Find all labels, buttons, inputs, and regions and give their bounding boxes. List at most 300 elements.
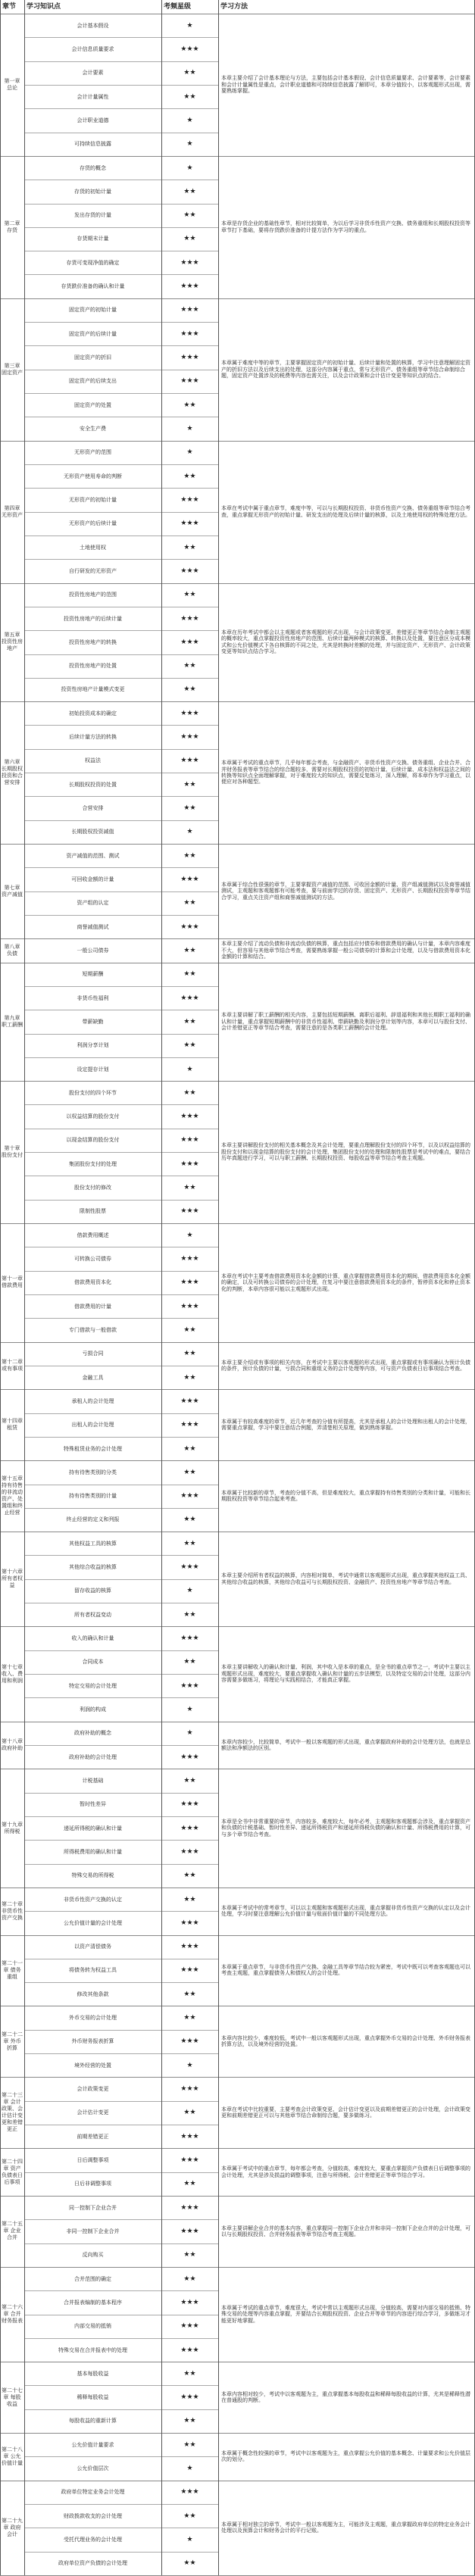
study-method: 本章属于重点章节，与非货币性资产交换、金融工具等章节结合较为紧密，考试中既可以考查客观题也可以考查主观题，重点掌握债务人和债权人的会计处理。 xyxy=(221,1964,470,1977)
chapter-title: 第二十六章 合并财务报表 xyxy=(2,2304,23,2325)
knowledge-point: 非同一控制下企业合并 xyxy=(66,2228,120,2234)
chapter-title: 第十七章 收入、费用和利润 xyxy=(2,1663,23,1684)
star-rating: ★★ xyxy=(183,851,196,860)
knowledge-point: 非货币性福利 xyxy=(77,994,109,1001)
row-divider xyxy=(24,2101,218,2102)
star-rating: ★★★ xyxy=(180,306,199,314)
knowledge-point: 政府补助的会计处理 xyxy=(69,1753,117,1760)
knowledge-point: 资产减值的范围、测试 xyxy=(66,852,120,859)
star-rating: ★★ xyxy=(183,235,196,243)
row-divider xyxy=(24,1413,218,1414)
study-method: 本章在历年考试中都会以主观题或者客观题的形式出现，与会计政策变更、差错更正等章节结合命制主观题的概率较大，重点掌握投资性房地产的范围、后续计量两种模式的核算、转换以及处置，要注意区分成本模式和公允价值模式下各自核算的不同之处，尤其是转换时差额的处理，并与固定资产、无形资产、会计政策变更等知识点结合学习。 xyxy=(221,629,470,655)
chapter-title: 第二十八章 公允价值计量 xyxy=(2,2446,23,2466)
knowledge-point: 外币交易的会计处理 xyxy=(69,2015,117,2022)
star-rating: ★★★ xyxy=(180,377,199,386)
row-divider xyxy=(24,1579,218,1580)
knowledge-point: 会计信息质量要求 xyxy=(71,45,114,52)
star-rating: ★★★ xyxy=(180,1681,199,1690)
knowledge-point: 日后调整事项 xyxy=(77,2156,109,2163)
chapter-title: 第十九章 所得税 xyxy=(2,1821,23,1834)
row-divider xyxy=(24,2385,218,2386)
study-method: 本章属于概念性较强的章节，考试中以客观题为主，重点掌握公允价值的基本概念、计量要求和公允价值层次的划分。 xyxy=(221,2450,470,2463)
knowledge-point: 一般公司债券 xyxy=(77,947,109,954)
star-rating: ★★★ xyxy=(180,354,199,362)
row-divider xyxy=(24,227,218,228)
star-rating: ★ xyxy=(186,1706,193,1713)
star-rating: ★★★ xyxy=(180,1800,199,1809)
star-rating: ★★ xyxy=(183,1895,196,1903)
chapter-title: 第二十章 非货币性资产交换 xyxy=(2,1900,23,1921)
knowledge-point: 存货的初始计量 xyxy=(74,188,111,195)
knowledge-point: 存货的概念 xyxy=(80,164,106,171)
star-rating: ★★ xyxy=(183,543,196,551)
study-method: 本章内容相对较少，考试中以客观题为主，重点掌握基本每股收益和稀释每股收益的计算，尤其是稀释性潜在普通股的判断。 xyxy=(221,2390,470,2404)
row-divider xyxy=(24,1911,218,1912)
row-divider xyxy=(24,1508,218,1509)
knowledge-point: 后续计量方法的转换 xyxy=(69,734,117,741)
knowledge-point: 会计要素 xyxy=(82,70,104,76)
knowledge-point: 前期差错更正 xyxy=(77,2133,109,2140)
star-rating: ★★★ xyxy=(180,1492,199,1500)
study-method: 本章主要介绍了会计基本理论与方法，主要包括会计基本假设、会计信息质量要求、会计要素等，会计要素和会计计量属性是重点，会计职业道德和可持续信息披露了解即可，本章分值较小，以客观题形式出现，需要熟练掌握。 xyxy=(221,75,470,95)
star-rating: ★ xyxy=(186,1065,193,1073)
study-method: 本章主要介绍或有事项的相关内容，在考试中主要以客观题的形式出现，重点掌握或有事项确认为预计负债的条件，预计负债的计量，亏损合同和重组义务的会计处理等内容，可与资产负债表日后事项结合考查。 xyxy=(221,1359,470,1372)
star-rating: ★★★ xyxy=(180,1943,199,1951)
knowledge-point: 财政拨款收支的会计处理 xyxy=(64,2512,122,2519)
knowledge-point: 借款费用的计量 xyxy=(74,1303,111,1310)
star-rating: ★★★ xyxy=(180,2298,199,2306)
knowledge-point: 无形资产的范围 xyxy=(74,449,111,456)
row-divider xyxy=(24,820,218,821)
column-line xyxy=(24,0,25,2575)
knowledge-point: 存货可变现净值的确定 xyxy=(66,259,120,266)
star-rating: ★★★ xyxy=(180,1207,199,1216)
study-method: 本章主要介绍所有者权益的核算，内容相对简单，考试中通常以客观题形式出现，重点掌握其他权益工具、其他综合收益的核算，其他综合收益可与长期股权投资、金融资产、投资性房地产等章节结合考查。 xyxy=(221,1572,470,1585)
star-rating: ★★ xyxy=(183,2180,196,2188)
star-rating: ★★★ xyxy=(180,1847,199,1856)
row-divider xyxy=(24,1864,218,1865)
row-divider xyxy=(24,1840,218,1841)
knowledge-point: 带薪缺勤 xyxy=(82,1018,104,1025)
star-rating: ★★★ xyxy=(180,733,199,742)
knowledge-point: 特殊租赁业务的会计处理 xyxy=(64,1445,122,1452)
study-method: 本章主要讲解收入的确认和计量、利润，其中收入是本章的重点，是全书的重点章节之一，考试中主要以主观题形式出现，难度较大，要重点掌握收入确认和计量的五步法模型，以及特定交易的会计处理，这部分内容需要多做练习，将理论与实践相结合，才能真正掌握。 xyxy=(221,1664,470,1684)
row-divider xyxy=(24,678,218,679)
star-rating: ★★ xyxy=(183,1444,196,1453)
study-method: 本章在考试中主要考查借款费用资本化金额的计算，重点掌握借款费用资本化的期间、借款费用资本化金额的确定，以及可转换公司债券的会计处理，在复习中要注意借款费用资本化的条件，暂停资本化和停止资本化的判断，本章内容很可能以主观题形式出现。 xyxy=(221,1272,470,1292)
column-line xyxy=(218,0,219,2575)
star-rating: ★★★ xyxy=(180,258,199,267)
star-rating: ★★★ xyxy=(180,614,199,623)
chapter-title: 第十五章 持有待售的非流动资产、处置组和终止经营 xyxy=(2,1475,23,1516)
row-divider xyxy=(24,2504,218,2505)
star-rating: ★★ xyxy=(183,899,196,907)
chapter-title: 第二十四章 资产负债表日后事项 xyxy=(2,2158,23,2185)
star-rating: ★★★ xyxy=(180,567,199,575)
star-rating: ★★★ xyxy=(180,1136,199,1144)
star-rating: ★★ xyxy=(183,804,196,813)
star-rating: ★★ xyxy=(183,1325,196,1334)
row-divider xyxy=(24,2053,218,2054)
knowledge-point: 商誉减值测试 xyxy=(77,923,109,930)
knowledge-point: 投资性房地产的处置 xyxy=(69,663,117,670)
star-rating: ★★ xyxy=(183,1990,196,1998)
star-rating: ★★ xyxy=(183,2109,196,2117)
row-divider xyxy=(24,749,218,750)
chapter-title: 第五章 投资性房地产 xyxy=(2,632,23,652)
knowledge-point: 股份支付的修改 xyxy=(74,1185,111,1191)
knowledge-point: 受托代理业务的会计处理 xyxy=(64,2537,122,2543)
knowledge-point: 利润的构成 xyxy=(80,1706,106,1713)
knowledge-point: 终止经营的定义和列报 xyxy=(66,1516,120,1523)
star-rating: ★★★ xyxy=(180,329,199,338)
star-rating: ★★ xyxy=(183,2512,196,2520)
row-divider xyxy=(24,61,218,62)
star-rating: ★★★ xyxy=(180,2037,199,2046)
study-method: 本章属于考试的重点章节，难度很大，考试中常以主观题形式出现，分值较高，需要对内部交易的抵销、特殊交易的处理等内容重点掌握，并要结合长期股权投资、企业合并等章节的内容进行综合学习，多做练习才能更好地掌握。 xyxy=(221,2304,470,2324)
knowledge-point: 留存收益的核算 xyxy=(74,1588,111,1594)
star-rating: ★★★ xyxy=(180,1302,199,1310)
knowledge-point: 权益法 xyxy=(85,757,101,764)
star-rating: ★★★ xyxy=(180,923,199,931)
star-rating: ★★★ xyxy=(180,638,199,646)
knowledge-point: 资产组的认定 xyxy=(77,900,109,907)
knowledge-point: 暂时性差异 xyxy=(80,1801,106,1808)
row-divider xyxy=(24,2219,218,2220)
row-divider xyxy=(24,1793,218,1794)
knowledge-point: 政府单位特定业务会计处理 xyxy=(61,2489,125,2496)
knowledge-point: 利润分享计划 xyxy=(77,1042,109,1049)
row-divider xyxy=(24,1982,218,1983)
knowledge-point: 基本每股收益 xyxy=(77,2370,109,2377)
star-rating: ★★ xyxy=(183,970,196,979)
knowledge-point: 日后非调整事项 xyxy=(74,2181,111,2187)
star-rating: ★★ xyxy=(183,1184,196,1192)
knowledge-point: 投资性房地产计量模式变更 xyxy=(61,686,125,693)
knowledge-point: 递延所得税的确认和计量 xyxy=(64,1825,122,1831)
knowledge-point: 限制性股票 xyxy=(80,1208,106,1215)
row-divider xyxy=(24,2030,218,2031)
star-rating: ★★ xyxy=(183,780,196,788)
chapter-title: 第十二章 或有事项 xyxy=(2,1358,23,1372)
star-rating: ★★★ xyxy=(180,709,199,717)
star-rating: ★★★ xyxy=(180,283,199,291)
star-rating: ★★ xyxy=(183,1776,196,1784)
knowledge-point: 特定交易的会计处理 xyxy=(69,1682,117,1689)
knowledge-point: 特殊交易的所得税 xyxy=(71,1872,114,1879)
row-divider xyxy=(24,1057,218,1058)
star-rating: ★★★ xyxy=(180,1421,199,1429)
knowledge-point: 出租人的会计处理 xyxy=(71,1422,114,1429)
star-rating: ★ xyxy=(186,1231,193,1239)
row-divider xyxy=(24,986,218,987)
star-rating: ★★★ xyxy=(180,45,199,53)
row-divider xyxy=(24,1437,218,1438)
knowledge-point: 初始投资成本的确定 xyxy=(69,710,117,717)
star-rating: ★★ xyxy=(183,1539,196,1547)
chapter-title: 第二十九章 政府会计 xyxy=(2,2517,23,2537)
row-divider xyxy=(24,915,218,916)
study-method: 本章在考试中比较重要，主要考查会计政策变更、会计估计变更以及前期差错更正的会计处理，会计政策变更和前期差错更正可以与其他章节结合命制综合题，要多做练习。 xyxy=(221,2106,470,2119)
row-divider xyxy=(24,725,218,726)
chapter-title: 第六章 长期股权投资和合营安排 xyxy=(2,759,23,786)
star-rating: ★★★ xyxy=(180,1113,199,1121)
knowledge-point: 设定提存计划 xyxy=(77,1066,109,1073)
study-method: 本章属于比较新的章节，考查的分值不高，但是难度较大，重点掌握持有待售类别的分类和计量，可能和长期股权投资等章节结合起来考查。 xyxy=(221,1489,470,1503)
row-divider xyxy=(24,274,218,275)
knowledge-point: 可持续信息披露 xyxy=(74,141,111,148)
star-rating: ★ xyxy=(186,140,193,148)
knowledge-point: 无形资产的初始计量 xyxy=(69,496,117,503)
star-rating: ★★★ xyxy=(180,1397,199,1405)
chapter-title: 第二十七章 每股收益 xyxy=(2,2387,23,2407)
knowledge-point: 政府单位资产负债的会计处理 xyxy=(58,2560,127,2567)
star-rating: ★★ xyxy=(183,662,196,670)
knowledge-point: 投资性房地产的后续计量 xyxy=(64,615,122,622)
row-divider xyxy=(24,867,218,868)
knowledge-point: 以现金结算的股份支付 xyxy=(66,1137,120,1144)
row-divider xyxy=(24,2409,218,2410)
column-line xyxy=(0,0,1,2575)
knowledge-point: 将债务转为权益工具 xyxy=(69,1967,117,1974)
row-divider xyxy=(24,654,218,655)
knowledge-point: 会计估计变更 xyxy=(77,2109,109,2116)
star-rating: ★★★ xyxy=(180,1279,199,1287)
study-method: 本章属于难度中等的章节，主要掌握固定资产的初始计量、后续计量和处置的核算，学习中注意理解固定资产的折旧方法以及后续支出的处理，这部分内容属于重点，常与无形资产、债务重组等章节结合命制综合题，固定资产处置涉及的税费等内容也需关注，以及会计政策和会计估计变更等知识点的结合。 xyxy=(221,360,470,379)
star-rating: ★★ xyxy=(183,1872,196,1880)
knowledge-point: 安全生产费 xyxy=(80,426,106,432)
knowledge-point: 合营安排 xyxy=(82,805,104,812)
star-rating: ★★★ xyxy=(180,495,199,504)
study-method: 本章主要讲解了职工薪酬的相关内容，主要包括短期薪酬、离职后福利、辞退福利和其他长期职工福利的确认和计量，重点掌握短期薪酬中的非货币性福利、带薪缺勤及利润分享计划等内容，本章可以与股份支付、会计差错更正等章节结合考查，需要注意的是各类职工薪酬的会计处理。 xyxy=(221,1012,470,1032)
star-rating: ★★ xyxy=(183,1350,196,1358)
star-rating: ★★ xyxy=(183,92,196,101)
knowledge-point: 投资性房地产的转换 xyxy=(69,639,117,645)
row-divider xyxy=(24,1318,218,1319)
knowledge-point: 公允价值计量要求 xyxy=(71,2441,114,2448)
star-rating: ★ xyxy=(186,828,193,836)
star-rating: ★★ xyxy=(183,2440,196,2449)
star-rating: ★★★ xyxy=(180,1824,199,1832)
star-rating: ★★★ xyxy=(180,2227,199,2235)
star-rating: ★★★ xyxy=(180,1966,199,1975)
knowledge-point: 稀释每股收益 xyxy=(77,2394,109,2401)
row-divider xyxy=(24,2456,218,2457)
knowledge-point: 长期股权投资的处置 xyxy=(69,781,117,788)
knowledge-point: 发出存货的计量 xyxy=(74,212,111,219)
knowledge-point: 修改其他条款 xyxy=(77,1991,109,1997)
row-divider xyxy=(24,512,218,513)
knowledge-point: 所得税费用的确认和计量 xyxy=(64,1848,122,1855)
study-method: 本章主要介绍了流动负债和非流动负债的核算，重点包括应付债券和借款费用的确认与计量，本章内容难度不大，但容易与其他章节结合考查，需要熟练掌握一般公司债券的计算和会计处理，以及与借款费用资本化金额的计算和结合。 xyxy=(221,941,470,960)
knowledge-point: 其他权益工具的核算 xyxy=(69,1540,117,1547)
knowledge-point: 借款费用概述 xyxy=(77,1232,109,1238)
row-divider xyxy=(24,1034,218,1035)
star-rating: ★★ xyxy=(183,1610,196,1619)
knowledge-point: 存货跌价准备的确认和计量 xyxy=(61,283,125,290)
knowledge-point: 政府补助的概念 xyxy=(74,1730,111,1737)
study-method: 本章属于考试中的重点章节，每年都会考查，分值较高，难度较大，要重点掌握资产负债表日后调整事项的会计处理，尤其是涉及损益的调整事项，注意与所得税、会计差错更正等章节结合学习。 xyxy=(221,2165,470,2178)
knowledge-point: 金融工具 xyxy=(82,1374,104,1381)
chapter-title: 第一章 总论 xyxy=(4,77,20,91)
study-method: 本章内容比较少，难度较低，考试中一般以客观题形式出现，重点掌握外币交易的会计处理、外币财务报表折算方法，以及境外经营的处置。 xyxy=(221,2035,470,2048)
knowledge-point: 无形资产使用寿命的判断 xyxy=(64,473,122,479)
row-divider xyxy=(24,488,218,489)
star-rating: ★★★ xyxy=(180,875,199,883)
study-method: 本章属于考试中的常考章节，可以以主观题和客观题形式出现，重点掌握非货币性资产交换的认定以及会计处理，学习时要注意理解公允价值计量与账面价值计量的不同处理方法。 xyxy=(221,1904,470,1918)
row-divider xyxy=(24,891,218,892)
row-divider xyxy=(24,204,218,205)
row-divider xyxy=(24,1650,218,1651)
row-divider xyxy=(24,1271,218,1272)
star-rating: ★★ xyxy=(183,1088,196,1097)
star-rating: ★★★ xyxy=(180,1255,199,1263)
star-rating: ★★★ xyxy=(180,994,199,1002)
star-rating: ★★ xyxy=(183,1658,196,1666)
star-rating: ★★ xyxy=(183,685,196,694)
header-chapter: 章节 xyxy=(2,3,17,11)
knowledge-point: 股份支付的四个环节 xyxy=(69,1089,117,1096)
study-method: 本章属于相对独立的章节，考试中一般以客观题为主，可能涉及主观题，重点掌握政府单位的特定业务会计处理以及预算会计和财务会计的平行记账。 xyxy=(221,2521,470,2534)
chapter-title: 第十一章 借款费用 xyxy=(2,1276,23,1289)
knowledge-point: 合并范围的确定 xyxy=(74,2275,111,2282)
row-divider xyxy=(24,1745,218,1746)
knowledge-point: 持有待售类别的分类 xyxy=(69,1469,117,1475)
star-rating: ★★ xyxy=(183,2417,196,2425)
knowledge-point: 可回收金额的计量 xyxy=(71,876,114,882)
chapter-title: 第十四章 租赁 xyxy=(2,1418,23,1432)
star-rating: ★ xyxy=(186,425,193,432)
star-rating: ★★ xyxy=(183,2369,196,2378)
star-rating: ★★★ xyxy=(180,520,199,528)
row-divider xyxy=(24,1294,218,1295)
study-method: 本章是存货企业的基础性章节，相对比较简单，为以后学习非货币性资产交换、债务重组和长期股权投资等章节打下基础，要将存货跌价准备的计提方法作为学习的重点。 xyxy=(221,220,470,233)
knowledge-point: 可转换公司债券 xyxy=(74,1256,111,1263)
row-divider xyxy=(24,2290,218,2291)
star-rating: ★★ xyxy=(183,946,196,954)
star-rating: ★ xyxy=(186,1587,193,1595)
row-divider xyxy=(24,1200,218,1201)
star-rating: ★★★ xyxy=(180,2203,199,2212)
knowledge-point: 固定资产的处置 xyxy=(74,401,111,408)
row-divider xyxy=(24,464,218,465)
star-rating: ★ xyxy=(186,2465,193,2473)
star-rating: ★★ xyxy=(183,187,196,195)
knowledge-point: 所有者权益变动 xyxy=(74,1611,111,1618)
row-divider xyxy=(24,85,218,86)
knowledge-point: 固定资产的后续支出 xyxy=(69,378,117,385)
knowledge-point: 土地使用权 xyxy=(80,544,106,551)
knowledge-point: 同一控制下企业合并 xyxy=(69,2204,117,2211)
star-rating: ★★ xyxy=(183,1468,196,1476)
study-method: 本章属于有较高难度的章节，近几年考查的分值有所提高，尤其是承租人的会计处理和出租人的会计处理，需要重点掌握，学习中要注意结合例题，弄清楚相关原理，做到熟练掌握。 xyxy=(221,1418,470,1432)
knowledge-point: 其他综合收益的核算 xyxy=(69,1564,117,1571)
knowledge-point: 会计职业道德 xyxy=(77,117,109,123)
knowledge-point: 投资性房地产的范围 xyxy=(69,592,117,598)
star-rating: ★★ xyxy=(183,2251,196,2259)
star-rating: ★★ xyxy=(183,1373,196,1382)
study-method: 本章在考试中属于重点章节，难度中等，可以与长期股权投资、非货币性资产交换、债务重组等章节结合考查，重点掌握无形资产的初始计量、研发支出的处理及后续计量的核算，以及土地使用权的特殊处理方法。 xyxy=(221,505,470,518)
star-rating: ★ xyxy=(186,448,193,457)
row-divider xyxy=(24,796,218,797)
star-rating: ★★★ xyxy=(180,1635,199,1643)
row-divider xyxy=(24,2172,218,2173)
knowledge-point: 固定资产的折旧 xyxy=(74,354,111,361)
star-rating: ★★★ xyxy=(180,2322,199,2331)
knowledge-point: 固定资产的初始计量 xyxy=(69,307,117,314)
knowledge-point: 承租人的会计处理 xyxy=(71,1397,114,1404)
knowledge-point: 自行研发的无形资产 xyxy=(69,567,117,574)
row-divider xyxy=(24,322,218,323)
knowledge-point: 非货币性资产交换的认定 xyxy=(64,1896,122,1903)
row-divider xyxy=(24,2243,218,2244)
chapter-title: 第二十一章 债务重组 xyxy=(2,1959,23,1980)
study-method: 本章属于综合性很强的章节，主要掌握资产减值的范围、可收回金额的计量、资产组减值测试以及商誉减值测试，主观题和客观题都有可能考查，要与前面学过的存货、固定资产、无形资产、长期股权投资等章节结合学习，重点关注资产组和商誉减值测试的方法。 xyxy=(221,882,470,901)
study-method: 本章属于考试的重点章节，几乎每年都会考查，与金融资产、非货币性资产交换、债务重组、企业合并、合并财务报表等章节结合的综合题较多，需要对长期股权投资的初始计量、后续计量、成本法和权益法之间的转换等知识点全面理解掌握，对于难度较大的知识点，需要反复练习，深入理解，将本章作为学习重点，以便应对各种题型。 xyxy=(221,760,470,785)
row-divider xyxy=(24,393,218,394)
star-rating: ★★ xyxy=(183,211,196,220)
row-divider xyxy=(24,1816,218,1817)
column-line xyxy=(161,0,162,2575)
star-rating: ★★★ xyxy=(180,2085,199,2094)
knowledge-point: 计税基础 xyxy=(82,1777,104,1784)
knowledge-point: 反向购买 xyxy=(82,2252,104,2259)
header-stars: 考频星级 xyxy=(164,3,192,11)
study-method: 本章主要讲解股份支付的相关基本概念及其会计处理，要重点理解股份支付的四个环节，以及以权益结算的股份支付和以现金结算的股份支付的会计处理，集团股份支付的处理和限制性股票是考试中的难点，要结合历年真题进行学习，可以与职工薪酬、长期股权投资、每股收益等章节结合考查主观题。 xyxy=(221,1142,470,1162)
star-rating: ★ xyxy=(186,1729,193,1738)
knowledge-point: 亏损合同 xyxy=(82,1350,104,1357)
knowledge-point: 公允价值层次 xyxy=(77,2465,109,2472)
row-divider xyxy=(24,630,218,631)
row-divider xyxy=(24,1674,218,1675)
knowledge-point: 专门借款与一般借款 xyxy=(69,1326,117,1333)
star-rating: ★★★ xyxy=(180,2393,199,2402)
knowledge-point: 长期股权投资减值 xyxy=(71,829,114,835)
star-rating: ★★ xyxy=(183,591,196,599)
knowledge-point: 特殊交易在合并报表中的处理 xyxy=(58,2347,127,2353)
row-divider xyxy=(24,1697,218,1698)
study-method: 本章主要讲解企业合并的基本内容，重点掌握同一控制下企业合并和非同一控制下企业合并的会计处理，可以与长期股权投资、合并财务报表等章节结合考查主观题。 xyxy=(221,2225,470,2237)
knowledge-point: 集团股份支付的处理 xyxy=(69,1160,117,1167)
star-rating: ★★★ xyxy=(180,1919,199,1927)
knowledge-point: 会计政策变更 xyxy=(77,2086,109,2093)
row-divider xyxy=(24,535,218,536)
star-rating: ★ xyxy=(186,2061,193,2069)
row-divider xyxy=(24,108,218,109)
knowledge-point: 短期薪酬 xyxy=(82,971,104,978)
star-rating: ★★★ xyxy=(180,757,199,765)
star-rating: ★★★ xyxy=(180,1563,199,1572)
row-divider xyxy=(24,559,218,560)
star-rating: ★★ xyxy=(183,472,196,480)
knowledge-point: 每股收益的重新计算 xyxy=(69,2418,117,2425)
knowledge-point: 持有待售类别的计量 xyxy=(69,1493,117,1500)
knowledge-point: 境外经营的处置 xyxy=(74,2062,111,2069)
knowledge-point: 借款费用资本化 xyxy=(74,1279,111,1286)
star-rating: ★★★ xyxy=(180,2488,199,2496)
star-rating: ★★ xyxy=(183,2275,196,2283)
star-rating: ★★ xyxy=(183,2559,196,2568)
star-rating: ★ xyxy=(186,21,193,30)
star-rating: ★★★ xyxy=(180,2156,199,2164)
star-rating: ★★★ xyxy=(180,2132,199,2140)
star-rating: ★★★ xyxy=(180,2346,199,2354)
row-divider xyxy=(24,1152,218,1153)
chapter-title: 第十章 股份支付 xyxy=(2,1145,23,1159)
row-divider xyxy=(24,37,218,38)
chapter-title: 第十八章 政府补助 xyxy=(2,1738,23,1751)
knowledge-point: 无形资产的后续计量 xyxy=(69,520,117,527)
